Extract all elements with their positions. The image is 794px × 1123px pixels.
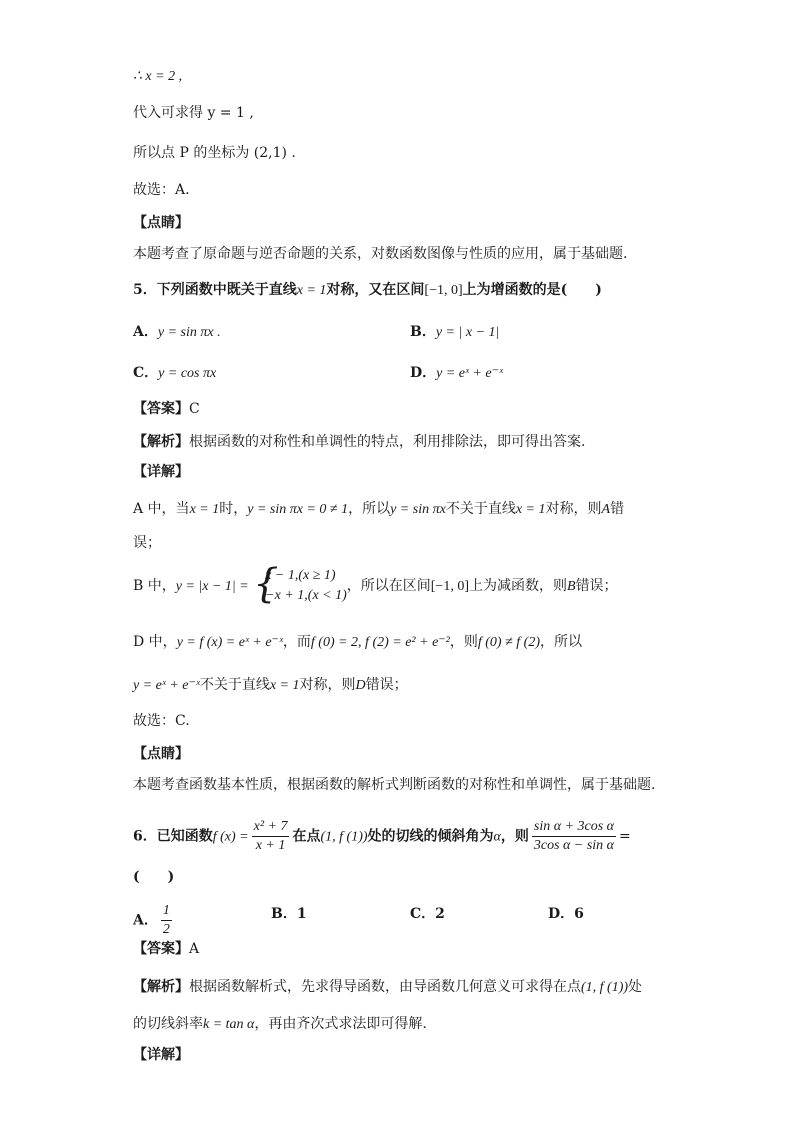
dianjing-heading-5: 【点睛】 <box>133 746 189 762</box>
solution-step-y: 代入可求得 y = 1 , <box>133 105 254 121</box>
analysis-6-cont: 的切线斜率k = tan α，再由齐次式求法即可得解. <box>133 1016 427 1032</box>
question-5-option-b: B．y = | x − 1| <box>410 324 500 340</box>
question-6-option-a: A． $\frac{1}{2}$ <box>133 903 170 937</box>
dianjing-heading: 【点睛】 <box>133 215 189 231</box>
question-5-stem: 5．下列函数中既关于直线x = 1对称，又在区间[−1, 0]上为增函数的是( ) <box>133 282 602 298</box>
detail-a-line: A 中，当x = 1时，y = sin πx = 0 ≠ 1，所以y = sin πx不关于直线x = 1对称，则A错 <box>133 501 625 517</box>
analysis-5: 【解析】根据函数的对称性和单调性的特点，利用排除法，即可得出答案. <box>133 434 586 450</box>
selection-5: 故选：C. <box>133 713 190 729</box>
question-5-option-a: A．y = sin πx . <box>133 324 221 340</box>
question-5-option-c: C．y = cos πx <box>133 365 217 381</box>
answer-5: 【答案】C <box>133 401 200 417</box>
selection-text: 故选：A. <box>133 182 190 198</box>
question-6-option-b: B．1 <box>271 906 307 922</box>
detail-d-line: D 中，y = f (x) = eˣ + e⁻ˣ，而f (0) = 2, f (2) = e² + e⁻²，则f (0) ≠ f (2)，所以 <box>133 634 582 650</box>
piecewise-brace: { x − 1,(x ≥ 1) −x + 1,(x < 1) <box>253 561 347 607</box>
question-5-option-d: D．y = eˣ + e⁻ˣ <box>410 365 503 381</box>
answer-6: 【答案】A <box>133 941 200 957</box>
detail-a-cont: 误； <box>133 535 161 551</box>
dianjing-text-5: 本题考查函数基本性质，根据函数的解析式判断函数的对称性和单调性，属于基础题. <box>133 777 656 793</box>
detail-b-line: B 中，y = |x − 1| = { x − 1,(x ≥ 1) −x + 1,(x < 1) ，所以在区间[−1, 0]上为减函数，则B错误； <box>133 561 618 607</box>
question-6-paren: ( ) <box>133 869 175 885</box>
dianjing-text: 本题考查了原命题与逆否命题的关系，对数函数图像与性质的应用，属于基础题. <box>133 246 628 262</box>
fraction-trig: $\frac{\text{sin α + 3cos α}}{\text{3cos α − sin α}}$ <box>533 819 615 853</box>
question-6-option-c: C．2 <box>410 906 445 922</box>
fraction-fx: $\frac{\text{x² + 7}}{x + 1}$ <box>253 819 288 853</box>
fraction-half: $\frac{1}{2}$ <box>162 903 170 937</box>
question-6-option-d: D．6 <box>548 906 584 922</box>
detail-heading-5: 【详解】 <box>133 464 189 480</box>
analysis-6: 【解析】根据函数解析式，先求得导函数，由导函数几何意义可求得在点(1, f (1))处 <box>133 979 643 995</box>
detail-heading-6: 【详解】 <box>133 1047 189 1063</box>
solution-step-x: ∴ x = 2 , <box>133 69 183 84</box>
question-6-stem: 6．已知函数f (x) = $\frac{\text{x² + 7}}{x + 1}$ 在点(1, f (1))处的切线的倾斜角为α，则 $\frac{\text{sin α + 3cos α}}{\text{3cos α − sin α}}$ = <box>133 819 631 853</box>
detail-d-cont: y = eˣ + e⁻ˣ不关于直线x = 1对称，则D错误； <box>133 677 408 693</box>
solution-step-point: 所以点 P 的坐标为 (2,1) . <box>133 145 296 161</box>
